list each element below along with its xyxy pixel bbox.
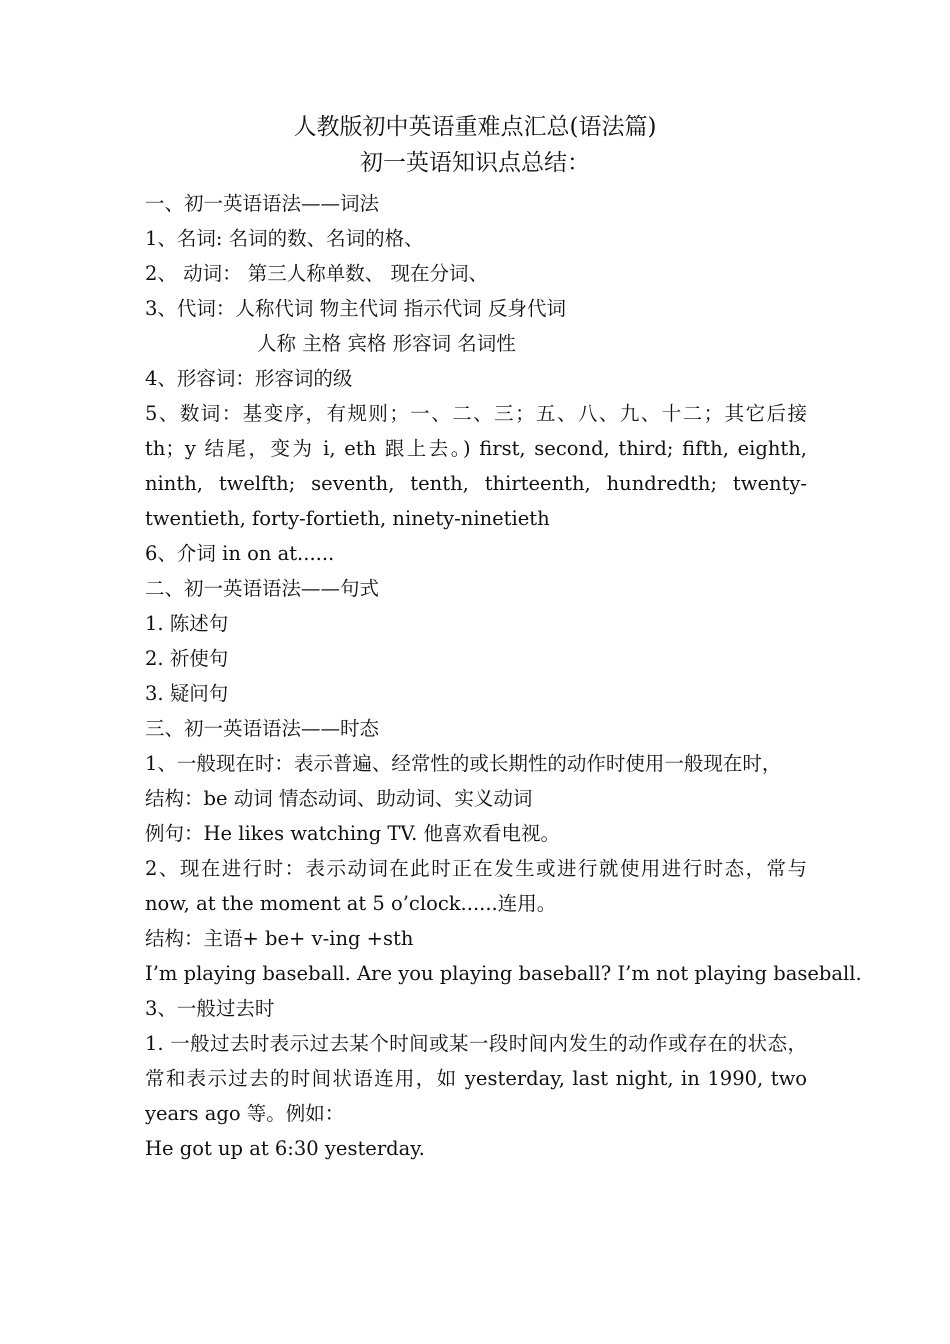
paragraph-simple-present-example: 例句：He likes watching TV. 他喜欢看电视。 [145,822,560,845]
paragraph-numerals: 5、数词：基变序，有规则；一、二、三；五、八、九、十二；其它后接 th；y 结尾，变为 i, eth 跟上去。) first, second, third; fifth, eighth, ninth, twelfth; seventh, tenth, thirteenth, hundredth; twenty-twentieth, forty-fortieth, ninety-ninetieth [145,402,807,530]
paragraph-adjectives: 4、形容词：形容词的级 [145,367,353,390]
document-body [145,186,862,1166]
paragraph-pronoun-cases: 人称 主格 宾格 形容词 名词性 [257,332,516,355]
document-subtitle: 初一英语知识点总结： [360,150,590,176]
paragraph-prepositions: 6、介词 in on at...... [145,542,335,565]
paragraph-present-continuous-structure: 结构：主语+ be+ v-ing +sth [145,927,414,950]
paragraph-present-continuous-example: I’m playing baseball. Are you playing baseball? I’m not playing baseball. [145,962,862,985]
list-item-imperative: 2. 祈使句 [145,647,229,670]
paragraph-verbs: 2、 动词： 第三人称单数、 现在分词、 [145,262,489,285]
paragraph-simple-past: 1. 一般过去时表示过去某个时间或某一段时间内发生的动作或存在的状态，常和表示过去的时间状语连用，如 yesterday, last night, in 1990, two years ago 等。例如： [145,1032,807,1125]
paragraph-simple-present-structure: 结构：be 动词 情态动词、助动词、实义动词 [145,787,533,810]
section-heading-tenses: 三、初一英语语法——时态 [145,717,380,740]
section-heading-sentences: 二、初一英语语法——句式 [145,577,380,600]
paragraph-nouns: 1、名词: 名词的数、名词的格、 [145,227,424,250]
list-item-interrogative: 3. 疑问句 [145,682,229,705]
paragraph-pronouns: 3、代词：人称代词 物主代词 指示代词 反身代词 [145,297,567,320]
paragraph-present-continuous: 2、现在进行时：表示动词在此时正在发生或进行就使用进行时态，常与 now, at the moment at 5 o’clock......连用。 [145,857,807,915]
paragraph-simple-past-example: He got up at 6:30 yesterday. [145,1137,425,1160]
document-title: 人教版初中英语重难点汇总(语法篇) [293,114,657,140]
list-item-declarative: 1. 陈述句 [145,612,229,635]
paragraph-simple-present: 1、一般现在时：表示普遍、经常性的或长期性的动作时使用一般现在时， [145,752,782,775]
paragraph-simple-past-heading: 3、一般过去时 [145,997,275,1020]
section-heading-morphology: 一、初一英语语法——词法 [145,192,380,215]
